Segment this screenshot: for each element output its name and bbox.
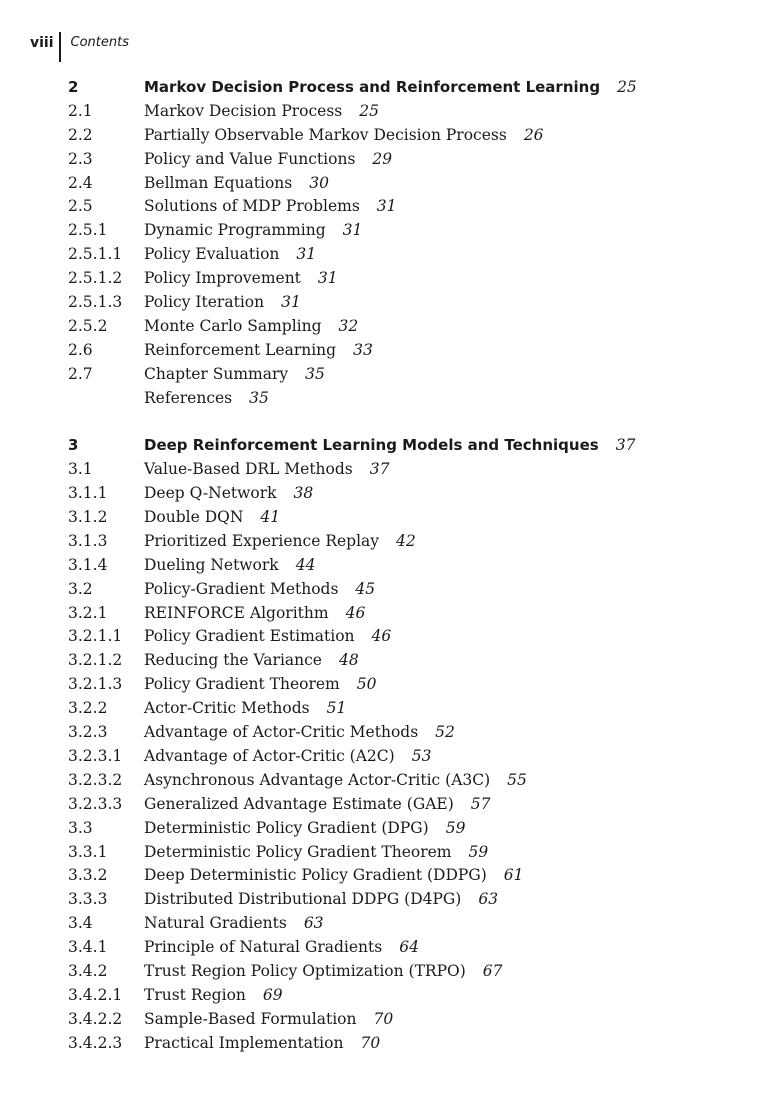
toc-entry[interactable]	[68, 219, 748, 243]
entry-number: 3.1	[68, 460, 93, 479]
entry-page: 44	[295, 555, 316, 574]
toc-entry[interactable]	[68, 912, 748, 936]
entry-number: 2.7	[68, 364, 93, 383]
entry-number: 2.6	[68, 340, 93, 359]
toc-entry[interactable]	[68, 124, 748, 148]
entry-title: Policy Iteration	[144, 293, 265, 312]
entry-title: Dueling Network	[144, 555, 279, 574]
toc-entry[interactable]	[68, 817, 748, 841]
entry-page: 53	[411, 746, 432, 765]
entry-title: Deep Q-Network	[144, 484, 277, 503]
entry-title: Distributed Distributional DDPG (D4PG)	[144, 890, 462, 909]
toc-entry[interactable]	[68, 984, 748, 1008]
entry-number: 3	[68, 436, 79, 455]
toc-entry[interactable]	[68, 769, 748, 793]
toc-entry[interactable]	[68, 602, 748, 626]
entry-title: Chapter Summary	[144, 364, 289, 383]
entry-title: Prioritized Experience Replay	[144, 531, 380, 550]
entry-number: 3.2.3.1	[68, 746, 123, 765]
entry-number: 3.4.2.3	[68, 1033, 123, 1052]
entry-page: 63	[478, 890, 499, 909]
entry-number: 3.3.1	[68, 842, 108, 861]
entry-number: 2.5.1.2	[68, 269, 123, 288]
entry-number: 2.5.1.3	[68, 293, 123, 312]
entry-number: 3.4.1	[68, 938, 108, 957]
toc-entry[interactable]	[68, 721, 748, 745]
entry-page: 33	[353, 340, 373, 359]
chapter-block	[68, 76, 748, 410]
chapter-heading[interactable]	[68, 76, 748, 100]
entry-page: 48	[339, 651, 359, 670]
entry-number: 3.4.2	[68, 961, 108, 980]
toc-entry[interactable]	[68, 339, 748, 363]
entry-page: 30	[309, 173, 329, 192]
entry-page: 59	[468, 842, 489, 861]
entry-page: 55	[507, 770, 527, 789]
entry-title: Deep Reinforcement Learning Models and Techniques	[144, 436, 599, 455]
page-header	[30, 34, 129, 64]
running-head: Contents	[70, 35, 130, 50]
toc-entry[interactable]	[68, 363, 748, 387]
entry-title: Policy and Value Functions	[144, 149, 356, 168]
entry-page: 70	[373, 1009, 394, 1028]
entry-title: Advantage of Actor-Critic (A2C)	[144, 746, 395, 765]
entry-title: Advantage of Actor-Critic Methods	[144, 723, 419, 742]
entry-title: Value-Based DRL Methods	[144, 460, 353, 479]
toc-entry[interactable]	[68, 841, 748, 865]
entry-title: Policy-Gradient Methods	[144, 579, 339, 598]
entry-page: 52	[435, 723, 455, 742]
entry-page: 64	[399, 938, 419, 957]
entry-title: Practical Implementation	[144, 1033, 344, 1052]
entry-number: 3.1.2	[68, 508, 108, 527]
entry-number: 3.2.3.3	[68, 794, 123, 813]
toc-entry[interactable]	[68, 578, 748, 602]
entry-number: 2.5	[68, 197, 93, 216]
entry-page: 70	[360, 1033, 381, 1052]
entry-page: 67	[482, 961, 503, 980]
toc-entry[interactable]	[68, 960, 748, 984]
entry-title: Trust Region Policy Optimization (TRPO)	[144, 961, 466, 980]
entry-page: 46	[345, 603, 366, 622]
toc-entry[interactable]	[68, 482, 748, 506]
toc-entry[interactable]	[68, 864, 748, 888]
entry-title: Generalized Advantage Estimate (GAE)	[144, 794, 454, 813]
entry-title: Policy Gradient Estimation	[144, 627, 355, 646]
entry-number: 3.2.3.2	[68, 770, 123, 789]
entry-title: Reinforcement Learning	[144, 340, 337, 359]
entry-number: 2.4	[68, 173, 93, 192]
entry-number: 3.3.2	[68, 866, 108, 885]
toc-entry[interactable]	[68, 291, 748, 315]
entry-title: Partially Observable Markov Decision Process	[144, 125, 507, 144]
entry-page: 50	[356, 675, 377, 694]
entry-page: 31	[317, 269, 338, 288]
entry-page: 35	[249, 388, 269, 407]
entry-page: 51	[326, 699, 347, 718]
toc-entry[interactable]	[68, 267, 748, 291]
entry-page: 45	[355, 579, 376, 598]
entry-number: 3.2.2	[68, 699, 108, 718]
toc-entry[interactable]	[68, 1008, 748, 1032]
toc-entry[interactable]	[68, 673, 748, 697]
entry-number: 2.5.1	[68, 221, 108, 240]
entry-page: 26	[523, 125, 544, 144]
entry-title: Solutions of MDP Problems	[144, 197, 360, 216]
chapter-heading[interactable]	[68, 434, 748, 458]
toc-entry[interactable]	[68, 625, 748, 649]
entry-page: 31	[281, 293, 301, 312]
entry-page: 38	[293, 484, 314, 503]
entry-number: 2	[68, 78, 79, 96]
toc-entry[interactable]	[68, 506, 748, 530]
entry-page: 31	[342, 221, 363, 240]
entry-page: 37	[615, 436, 636, 455]
entry-page: 46	[371, 627, 392, 646]
entry-number: 3.1.3	[68, 531, 108, 550]
entry-number: 3.2.3	[68, 723, 108, 742]
entry-title: Sample-Based Formulation	[144, 1009, 357, 1028]
entry-number: 3.4.2.2	[68, 1009, 123, 1028]
toc-entry[interactable]	[68, 100, 748, 124]
entry-page: 37	[369, 460, 390, 479]
entry-title: Deterministic Policy Gradient (DPG)	[144, 818, 429, 837]
entry-page: 29	[372, 149, 393, 168]
toc-entry[interactable]	[68, 195, 748, 219]
entry-number	[68, 387, 144, 411]
entry-number: 3.2	[68, 579, 93, 598]
entry-title: Policy Evaluation	[144, 245, 280, 264]
entry-number: 3.2.1.1	[68, 627, 123, 646]
toc-entry[interactable]	[68, 793, 748, 817]
entry-title: Asynchronous Advantage Actor-Critic (A3C)	[144, 770, 491, 789]
toc-entry[interactable]	[68, 243, 748, 267]
toc-entry[interactable]	[68, 697, 748, 721]
entry-title: Bellman Equations	[144, 173, 293, 192]
chapter-block	[68, 434, 748, 1055]
toc-entry[interactable]	[68, 649, 748, 673]
entry-number: 3.3.3	[68, 890, 108, 909]
toc-entry[interactable]	[68, 387, 748, 411]
entry-page: 32	[338, 316, 359, 335]
entry-title: Deterministic Policy Gradient Theorem	[144, 842, 452, 861]
entry-page: 31	[296, 245, 317, 264]
toc-entry[interactable]	[68, 888, 748, 912]
entry-number: 3.2.1.2	[68, 651, 123, 670]
toc-entry[interactable]	[68, 315, 748, 339]
entry-title: Trust Region	[144, 985, 246, 1004]
entry-title: Natural Gradients	[144, 914, 287, 933]
toc-entry[interactable]	[68, 1032, 748, 1056]
entry-number: 3.2.1	[68, 603, 108, 622]
entry-title: Markov Decision Process and Reinforcement Learning	[144, 78, 601, 96]
entry-number: 3.2.1.3	[68, 675, 123, 694]
entry-title: Policy Gradient Theorem	[144, 675, 340, 694]
entry-number: 2.3	[68, 149, 93, 168]
toc-entry[interactable]	[68, 554, 748, 578]
entry-page: 69	[262, 985, 283, 1004]
page-number: viii	[30, 35, 54, 51]
entry-title: Markov Decision Process	[144, 101, 343, 120]
entry-title: Dynamic Programming	[144, 221, 326, 240]
entry-title: Double DQN	[144, 508, 244, 527]
entry-page: 63	[303, 914, 324, 933]
entry-page: 25	[617, 78, 637, 96]
entry-page: 59	[445, 818, 466, 837]
entry-number: 3.1.1	[68, 484, 108, 503]
entry-page: 41	[260, 508, 281, 527]
entry-page: 57	[470, 794, 491, 813]
entry-number: 2.5.1.1	[68, 245, 123, 264]
toc-entry[interactable]	[68, 936, 748, 960]
entry-page: 42	[396, 531, 416, 550]
entry-title: Deep Deterministic Policy Gradient (DDPG)	[144, 866, 487, 885]
entry-title: Principle of Natural Gradients	[144, 938, 383, 957]
toc-entry[interactable]	[68, 745, 748, 769]
entry-number: 2.5.2	[68, 316, 108, 335]
entry-number: 3.4	[68, 914, 93, 933]
entry-number: 3.4.2.1	[68, 985, 123, 1004]
entry-title: Reducing the Variance	[144, 651, 322, 670]
entry-number: 2.2	[68, 125, 93, 144]
toc-entry[interactable]	[68, 148, 748, 172]
entry-page: 25	[359, 101, 379, 120]
entry-number: 3.3	[68, 818, 93, 837]
entry-title: Actor-Critic Methods	[144, 699, 310, 718]
toc-entry[interactable]	[68, 172, 748, 196]
entry-title: Policy Improvement	[144, 269, 301, 288]
entry-number: 3.1.4	[68, 555, 108, 574]
toc-entry[interactable]	[68, 530, 748, 554]
entry-title: References	[144, 388, 233, 407]
entry-title: Monte Carlo Sampling	[144, 316, 322, 335]
toc-entry[interactable]	[68, 458, 748, 482]
entry-title: REINFORCE Algorithm	[144, 603, 329, 622]
entry-page: 31	[376, 197, 397, 216]
entry-page: 35	[305, 364, 325, 383]
entry-number: 2.1	[68, 101, 93, 120]
table-of-contents	[68, 76, 748, 1056]
entry-page: 61	[503, 866, 524, 885]
